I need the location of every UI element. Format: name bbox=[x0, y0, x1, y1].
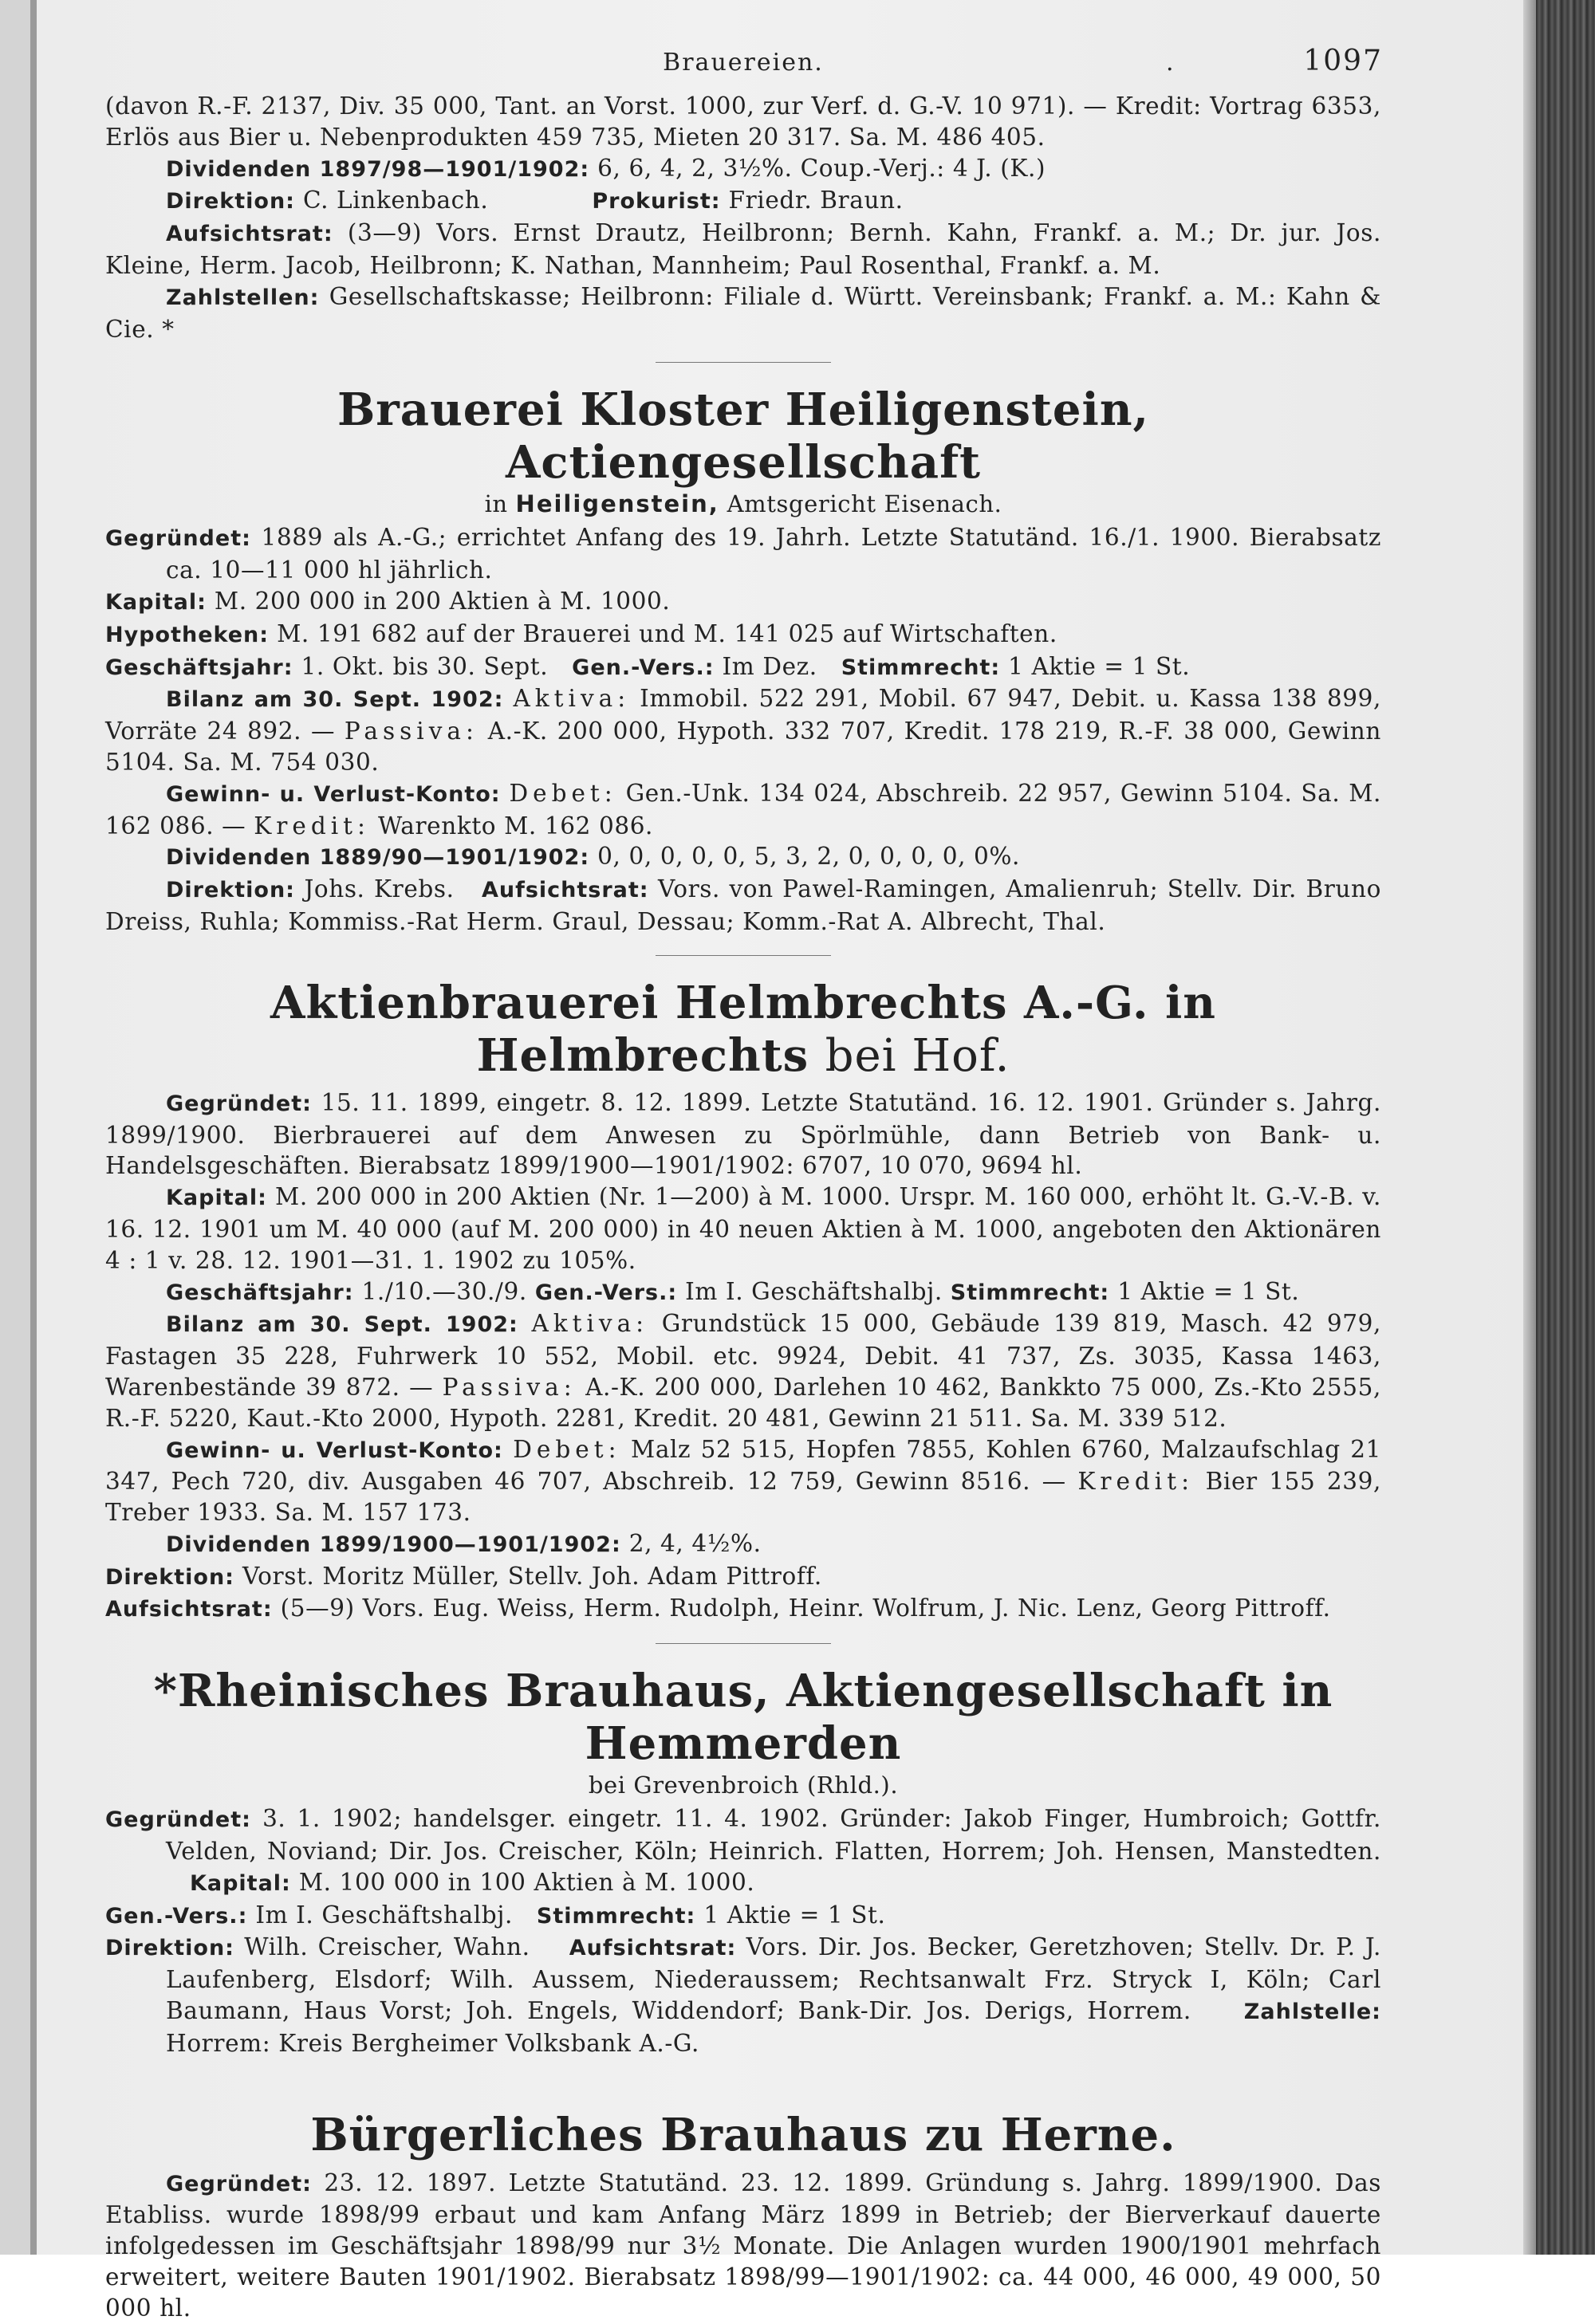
dividenden-label: Dividenden 1889/90—1901/1902: bbox=[166, 845, 590, 871]
bilanz-label: Bilanz am 30. Sept. 1902: bbox=[166, 1312, 518, 1338]
geschaeftsjahr-text: 1./10.—30./9. bbox=[361, 1277, 527, 1305]
section-spacer bbox=[105, 2059, 1381, 2094]
geschaeftsjahr-line bbox=[105, 651, 1381, 684]
entry-heading bbox=[105, 977, 1381, 1083]
entry-heading: Brauerei Kloster Heiligenstein, Actiengesellschaft bbox=[337, 383, 1150, 490]
direktion-text: Vorst. Moritz Müller, Stellv. Joh. Adam Pittroff. bbox=[242, 1562, 822, 1590]
continuation-text: (davon R.-F. 2137, Div. 35 000, Tant. an Vorst. 1000, zur Verf. d. G.-V. 10 971). — Kredit: Vortrag 6353, Erlös aus Bier u. Nebenprodukten 459 735, Mieten 20 317. Sa. M. 486 405. bbox=[105, 92, 1381, 151]
aufsichtsrat-label: Aufsichtsrat: bbox=[481, 878, 649, 903]
subheading-place: Heiligenstein, bbox=[515, 490, 719, 518]
gegruendet-line bbox=[105, 522, 1381, 586]
entry-rheinisches-brauhaus bbox=[105, 1665, 1381, 2059]
genvers-text: Im I. Geschäftshalbj. bbox=[685, 1277, 943, 1305]
kapital-label: Kapital: bbox=[166, 1186, 267, 1211]
kapital-text: M. 200 000 in 200 Aktien à M. 1000. bbox=[214, 587, 671, 615]
guv-label: Gewinn- u. Verlust-Konto: bbox=[166, 781, 501, 807]
geschaeftsjahr-label: Geschäftsjahr: bbox=[166, 1280, 354, 1305]
subheading-suffix: Amtsgericht Eisenach. bbox=[727, 490, 1002, 518]
stimmrecht-text: 1 Aktie = 1 St. bbox=[1117, 1277, 1300, 1305]
section-divider bbox=[656, 362, 831, 363]
dividenden-text: 0, 0, 0, 0, 0, 5, 3, 2, 0, 0, 0, 0, 0%. bbox=[597, 843, 1021, 871]
gegruendet-text: 23. 12. 1897. Letzte Statutänd. 23. 12. 1899. Gründung s. Jahrg. 1899/1900. Das Etabliss. wurde 1898/99 erbaut und kam Anfang März 1899 in Betrieb; der Bierverkauf dauerte infolgedessen im Geschäftsjahr 1898/99 nur 3½ Monate. Die Anlagen wurden 1900/1901 mehrfach erweitert, weitere Bauten 1901/1902. Bierabsatz 1898/99—1901/1902: ca. 44 000, 46 000, 49 000, 50 000 hl. bbox=[105, 2169, 1381, 2322]
direktion-text: C. Linkenbach. bbox=[302, 187, 489, 214]
kapital-line bbox=[105, 586, 1381, 619]
entry-subheading: bei Grevenbroich (Rhld.). bbox=[588, 1772, 899, 1799]
aktiva-text: Grundstück 15 000, Gebäude 139 819, Masch. 42 979, Fastagen 35 228, Fuhrwerk 10 552, Mobil. etc. 9924, Debit. 41 737, Zs. 3035, Kassa 1463, Warenbestände 39 872. — bbox=[105, 1310, 1381, 1401]
entry-buergerliches-brauhaus-herne bbox=[105, 2109, 1381, 2324]
kapital-label: Kapital: bbox=[105, 589, 207, 615]
geschaeftsjahr-text: 1. Okt. bis 30. Sept. bbox=[301, 652, 549, 680]
debet-text: Gen.-Unk. 134 024, Abschreib. 22 957, Gewinn 5104. Sa. M. 162 086. — bbox=[105, 779, 1382, 840]
zahlstelle-label: Zahlstelle: bbox=[1243, 2000, 1381, 2025]
kapital-text: M. 200 000 in 200 Aktien (Nr. 1—200) à M. 1000. Urspr. M. 160 000, erhöht lt. G.-V.-B. v. 16. 12. 1901 um M. 40 000 (auf M. 200 000) in 40 neuen Aktien à M. 1000, angeboten den Aktionären 4 : 1 v. 28. 12. 1901—31. 1. 1902 zu 105%. bbox=[105, 1183, 1381, 1274]
guv-paragraph bbox=[105, 778, 1381, 842]
section-divider bbox=[656, 1643, 831, 1644]
gegruendet-paragraph bbox=[105, 1087, 1381, 1182]
running-head bbox=[105, 41, 1381, 91]
genvers-label: Gen.-Vers.: bbox=[572, 655, 715, 680]
zahlstelle-text: Horrem: Kreis Bergheimer Volksbank A.-G. bbox=[166, 2029, 699, 2057]
dividenden-text: 6, 6, 4, 2, 3½%. Coup.-Verj.: 4 J. (K.) bbox=[597, 154, 1046, 182]
subheading-prefix: in bbox=[484, 490, 508, 518]
aktiva-word: Aktiva: bbox=[531, 1310, 649, 1338]
aufsichtsrat-label: Aufsichtsrat: bbox=[166, 222, 333, 247]
direktion-line bbox=[105, 185, 1381, 218]
dividenden-line bbox=[105, 841, 1381, 874]
stimmrecht-text: 1 Aktie = 1 St. bbox=[703, 1901, 886, 1929]
aufsichtsrat-text: Vors. Dir. Jos. Becker, Geretzhoven; Stellv. Dr. P. J. Laufenberg, Elsdorf; Wilh. Aussem, Niederaussem; Rechtsanwalt Frz. Stryck I, Köln; Carl Baumann, Haus Vorst; Joh. Engels, Widdendorf; Bank-Dir. Jos. Derigs, Horrem. bbox=[166, 1933, 1381, 2025]
aufsichtsrat-line bbox=[105, 218, 1381, 281]
page-number: 1097 bbox=[1303, 45, 1383, 77]
debet-text: Malz 52 515, Hopfen 7855, Kohlen 6760, Malzaufschlag 21 347, Pech 720, div. Ausgaben 46 707, Abschreib. 12 759, Gewinn 8516. — bbox=[105, 1435, 1381, 1496]
gegruendet-label: Gegründet: bbox=[166, 2171, 312, 2196]
zahlstellen-text: Gesellschaftskasse; Heilbronn: Filiale d. Württ. Vereinsbank; Frankf. a. M.: Kahn & Cie. * bbox=[105, 282, 1382, 343]
bilanz-paragraph bbox=[105, 683, 1381, 777]
kredit-word: Kredit: bbox=[1077, 1468, 1195, 1496]
book-binding-edge bbox=[1536, 0, 1595, 2255]
stimmrecht-label: Stimmrecht: bbox=[536, 1903, 696, 1929]
entry-helmbrechts bbox=[105, 977, 1381, 1626]
kredit-word: Kredit: bbox=[254, 812, 370, 840]
passiva-text: A.-K. 200 000, Darlehen 10 462, Bankkto 75 000, Zs.-Kto 2555, R.-F. 5220, Kaut.-Kto 2000, Hypoth. 2281, Kredit. 20 481, Gewinn 21 511. Sa. M. 339 512. bbox=[105, 1373, 1381, 1432]
dividenden-label: Dividenden 1899/1900—1901/1902: bbox=[166, 1532, 621, 1557]
kredit-text: Bier 155 239, Treber 1933. Sa. M. 157 173. bbox=[105, 1468, 1382, 1527]
aktiva-word: Aktiva: bbox=[513, 685, 631, 713]
section-divider bbox=[656, 955, 831, 956]
direktion-aufsichtsrat-paragraph bbox=[105, 874, 1381, 938]
aktiva-text: Immobil. 522 291, Mobil. 67 947, Debit. u. Kassa 138 899, Vorräte 24 892. — bbox=[105, 685, 1381, 745]
kapital-label: Kapital: bbox=[189, 1870, 291, 1896]
direktion-label: Direktion: bbox=[105, 1936, 234, 1961]
direktion-text: Johs. Krebs. bbox=[304, 875, 455, 903]
entry-subheading bbox=[105, 489, 1381, 519]
genvers-label: Gen.-Vers.: bbox=[534, 1280, 678, 1305]
hypotheken-line bbox=[105, 619, 1381, 651]
aufsichtsrat-text: Vors. von Pawel-Ramingen, Amalienruh; Stellv. Dir. Bruno Dreiss, Ruhla; Kommiss.-Rat Herm. Graul, Dessau; Komm.-Rat A. Albrecht, Thal. bbox=[105, 875, 1381, 935]
direktion-aufsichtsrat-paragraph bbox=[105, 1932, 1381, 2059]
geschaeftsjahr-label: Geschäftsjahr: bbox=[105, 655, 293, 680]
gegruendet-paragraph bbox=[105, 2168, 1381, 2324]
kapital-paragraph bbox=[105, 1182, 1381, 1276]
dividenden-line bbox=[105, 153, 1381, 186]
aufsichtsrat-text: (3—9) Vors. Ernst Drautz, Heilbronn; Bernh. Kahn, Frankf. a. M.; Dr. jur. Jos. Kleine, Herm. Jacob, Heilbronn; K. Nathan, Mannheim; Paul Rosenthal, Frankf. a. M. bbox=[105, 219, 1382, 279]
zahlstellen-label: Zahlstellen: bbox=[166, 285, 320, 310]
direktion-label: Direktion: bbox=[166, 189, 295, 214]
aufsichtsrat-label: Aufsichtsrat: bbox=[569, 1936, 737, 1961]
left-page-edge bbox=[30, 0, 37, 2255]
prokurist-label: Prokurist: bbox=[592, 189, 721, 214]
entry-continuation bbox=[105, 91, 1381, 344]
debet-word: Debet: bbox=[513, 1435, 621, 1463]
zahlstellen-line bbox=[105, 281, 1381, 345]
aufsichtsrat-line bbox=[105, 1593, 1381, 1626]
direktion-label: Direktion: bbox=[166, 878, 295, 903]
genvers-line bbox=[105, 1900, 1381, 1933]
entry-heading: *Rheinisches Brauhaus, Aktiengesellschaft in Hemmerden bbox=[153, 1665, 1333, 1771]
geschaeftsjahr-line bbox=[105, 1276, 1381, 1309]
bilanz-paragraph bbox=[105, 1308, 1381, 1433]
stimmrecht-label: Stimmrecht: bbox=[950, 1280, 1110, 1305]
debet-word: Debet: bbox=[509, 779, 617, 807]
passiva-word: Passiva: bbox=[442, 1373, 577, 1401]
gegruendet-text: 1889 als A.-G.; errichtet Anfang des 19. Jahrh. Letzte Statutänd. 16./1. 1900. Bierabsatz ca. 10—11 000 hl jährlich. bbox=[166, 524, 1382, 584]
genvers-label: Gen.-Vers.: bbox=[105, 1903, 248, 1929]
binding-shadow bbox=[1523, 0, 1536, 2255]
gegruendet-label: Gegründet: bbox=[166, 1091, 312, 1116]
dividenden-line bbox=[105, 1528, 1381, 1561]
running-head-dot: . bbox=[1166, 49, 1175, 77]
aufsichtsrat-text: (5—9) Vors. Eug. Weiss, Herm. Rudolph, Heinr. Wolfrum, J. Nic. Lenz, Georg Pittroff. bbox=[280, 1595, 1331, 1622]
hypotheken-text: M. 191 682 auf der Brauerei und M. 141 025 auf Wirtschaften. bbox=[277, 619, 1057, 647]
heading-main: Aktienbrauerei Helmbrechts A.-G. in Helmbrechts bbox=[270, 976, 1216, 1082]
entry-heading: Bürgerliches Brauhaus zu Herne. bbox=[310, 2108, 1176, 2161]
genvers-text: Im I. Geschäftshalbj. bbox=[255, 1901, 513, 1929]
heading-suffix: bei Hof. bbox=[825, 1029, 1010, 1082]
direktion-label: Direktion: bbox=[105, 1564, 234, 1590]
gegruendet-label: Gegründet: bbox=[105, 526, 251, 552]
dividenden-text: 2, 4, 4½%. bbox=[628, 1529, 762, 1557]
running-head-title: Brauereien. bbox=[663, 49, 824, 77]
passiva-word: Passiva: bbox=[344, 718, 478, 745]
stimmrecht-text: 1 Aktie = 1 St. bbox=[1008, 652, 1191, 680]
kapital-text: M. 100 000 in 100 Aktien à M. 1000. bbox=[298, 1868, 755, 1896]
gegruendet-text: 15. 11. 1899, eingetr. 8. 12. 1899. Letzte Statutänd. 16. 12. 1901. Gründer s. Jahrg. 1899/1900. Bierbrauerei auf dem Anwesen zu Spörlmühle, dann Betrieb von Bank- u. Handelsgeschäften. Bierabsatz 1899/1900—1901/1902: 6707, 10 070, 9694 hl. bbox=[105, 1088, 1381, 1180]
direktion-line bbox=[105, 1561, 1381, 1594]
aufsichtsrat-label: Aufsichtsrat: bbox=[105, 1597, 273, 1622]
direktion-text: Wilh. Creischer, Wahn. bbox=[244, 1933, 530, 1961]
page-content bbox=[105, 41, 1381, 2324]
dividenden-label: Dividenden 1897/98—1901/1902: bbox=[166, 156, 590, 182]
kredit-text: Warenkto M. 162 086. bbox=[377, 812, 654, 840]
passiva-text: A.-K. 200 000, Hypoth. 332 707, Kredit. 178 219, R.-F. 38 000, Gewinn 5104. Sa. M. 754 030. bbox=[105, 718, 1381, 776]
prokurist-text: Friedr. Braun. bbox=[728, 187, 904, 214]
guv-label: Gewinn- u. Verlust-Konto: bbox=[166, 1437, 503, 1463]
bilanz-label: Bilanz am 30. Sept. 1902: bbox=[166, 687, 504, 713]
stimmrecht-label: Stimmrecht: bbox=[841, 655, 1001, 680]
hypotheken-label: Hypotheken: bbox=[105, 622, 270, 647]
gegruendet-kapital-paragraph bbox=[105, 1803, 1381, 1899]
gegruendet-label: Gegründet: bbox=[105, 1807, 251, 1833]
entry-kloster-heiligenstein bbox=[105, 383, 1381, 937]
guv-paragraph bbox=[105, 1434, 1381, 1528]
gegruendet-text: 3. 1. 1902; handelsger. eingetr. 11. 4. 1902. Gründer: Jakob Finger, Humbroich; Gottfr. Velden, Noviand; Dir. Jos. Creischer, Köln; Heinrich. Flatten, Horrem; Joh. Hensen, Manstedten. bbox=[166, 1805, 1382, 1866]
genvers-text: Im Dez. bbox=[722, 652, 817, 680]
